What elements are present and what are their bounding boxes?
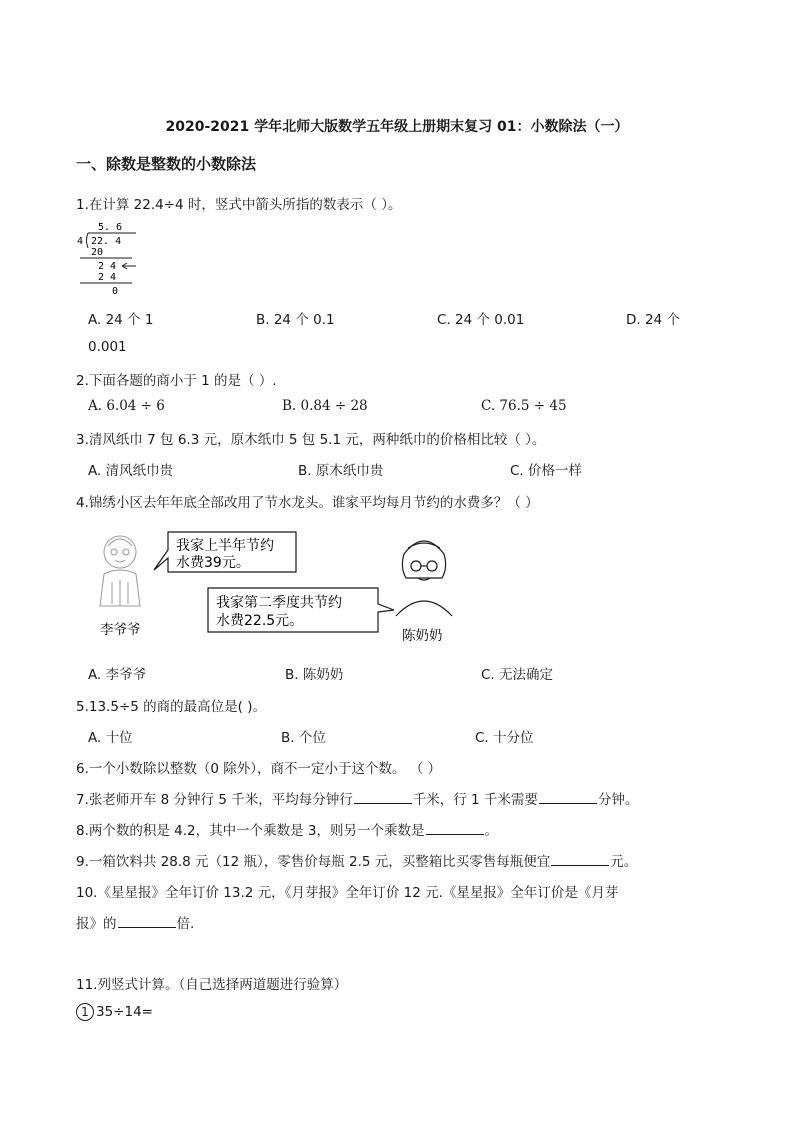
question-9: [76, 850, 637, 870]
name-grandpa: 李爷爷: [100, 622, 141, 638]
division-row-3: 2 4: [98, 272, 117, 283]
q9-blank[interactable]: [551, 852, 609, 866]
grandpa-figure: [100, 536, 140, 606]
q8-blank[interactable]: [426, 821, 484, 835]
q10-text-2: 倍.: [176, 916, 195, 932]
q10-text-1: 报》的: [76, 916, 117, 932]
q1-option-d-cont: 0.001: [88, 339, 127, 355]
q1-option-a: A. 24 个 1: [88, 312, 154, 328]
question-3: 3.清风纸巾 7 包 6.3 元，原木纸巾 5 包 5.1 元，两种纸巾的价格相比较（ ）。: [76, 432, 546, 448]
q1-option-c: C. 24 个 0.01: [437, 312, 525, 328]
question-6: 6.一个小数除以整数（0 除外），商不一定小于这个数。 （ ）: [76, 761, 442, 777]
bubble-1-line-2: 水费39元。: [176, 555, 250, 571]
q2-option-a: A. 6.04 ÷ 6: [88, 398, 165, 414]
q5-option-b: B. 个位: [281, 730, 326, 746]
bubble-1-line-1: 我家上半年节约: [176, 538, 274, 554]
q7-blank-2[interactable]: [539, 790, 597, 804]
q5-option-c: C. 十分位: [475, 730, 534, 746]
division-row-4: 0: [112, 286, 119, 297]
q7-blank-1[interactable]: [354, 790, 412, 804]
q5-option-a: A. 十位: [88, 730, 133, 746]
division-divisor: 4: [77, 236, 84, 247]
q10-blank[interactable]: [118, 914, 176, 928]
name-grandma: 陈奶奶: [402, 628, 443, 644]
page-title: 2020-2021 学年北师大版数学五年级上册期末复习 01：小数除法（一）: [165, 119, 629, 135]
q4-illustration: [90, 522, 470, 650]
q4-option-b: B. 陈奶奶: [285, 667, 344, 683]
question-11: 11.列竖式计算。（自己选择两道题进行验算）: [76, 977, 348, 993]
question-10-line-1: 10.《星星报》全年订价 13.2 元，《月芽报》全年订价 12 元.《星星报》全年订价是《月芽: [76, 885, 619, 901]
q3-option-a: A. 清风纸巾贵: [88, 463, 174, 479]
q1-option-b: B. 24 个 0.1: [256, 312, 335, 328]
q3-option-b: B. 原木纸巾贵: [298, 463, 384, 479]
division-row-1: 20: [91, 247, 104, 258]
q2-option-c: C. 76.5 ÷ 45: [481, 398, 567, 414]
q7-text-2: 千米，行 1 千米需要: [412, 792, 538, 808]
q11-expression: 35÷14=: [96, 1004, 153, 1020]
q9-text-2: 元。: [610, 854, 638, 870]
circled-number: 1: [76, 1003, 94, 1021]
q4-option-a: A. 李爷爷: [88, 667, 147, 683]
long-division-figure: [76, 218, 146, 298]
q3-option-c: C. 价格一样: [510, 463, 583, 479]
bubble-2-line-2: 水费22.5元。: [216, 613, 304, 629]
question-5: 5.13.5÷5 的商的最高位是( )。: [76, 699, 266, 715]
q11-item-1: [76, 1003, 153, 1021]
question-4: 4.锦绣小区去年年底全部改用了节水龙头。谁家平均每月节约的水费多？（ ）: [76, 495, 539, 511]
grandma-figure: [396, 541, 452, 616]
division-row-2: 2 4: [98, 261, 117, 272]
question-2: 2.下面各题的商小于 1 的是（ ）.: [76, 373, 277, 389]
q2-option-b: B. 0.84 ÷ 28: [282, 398, 368, 414]
q1-option-d: D. 24 个: [626, 312, 680, 328]
question-1: 1.在计算 22.4÷4 时，竖式中箭头所指的数表示（ ）。: [76, 197, 402, 213]
division-quotient: 5. 6: [98, 222, 123, 233]
section-heading: 一、除数是整数的小数除法: [76, 155, 257, 173]
q7-text-1: 7.张老师开车 8 分钟行 5 千米，平均每分钟行: [76, 792, 353, 808]
question-8: [76, 819, 498, 839]
q8-text-1: 8.两个数的积是 4.2，其中一个乘数是 3，则另一个乘数是: [76, 823, 425, 839]
bubble-2-line-1: 我家第二季度共节约: [216, 595, 342, 611]
q7-text-3: 分钟。: [597, 792, 639, 808]
question-7: [76, 788, 638, 808]
q9-text-1: 9.一箱饮料共 28.8 元（12 瓶），零售价每瓶 2.5 元，买整箱比买零售每瓶便宜: [76, 854, 551, 870]
q4-option-c: C. 无法确定: [481, 667, 554, 683]
question-10-line-2: [76, 912, 194, 932]
division-dividend: 22. 4: [91, 236, 122, 247]
q8-text-2: 。: [484, 823, 499, 839]
